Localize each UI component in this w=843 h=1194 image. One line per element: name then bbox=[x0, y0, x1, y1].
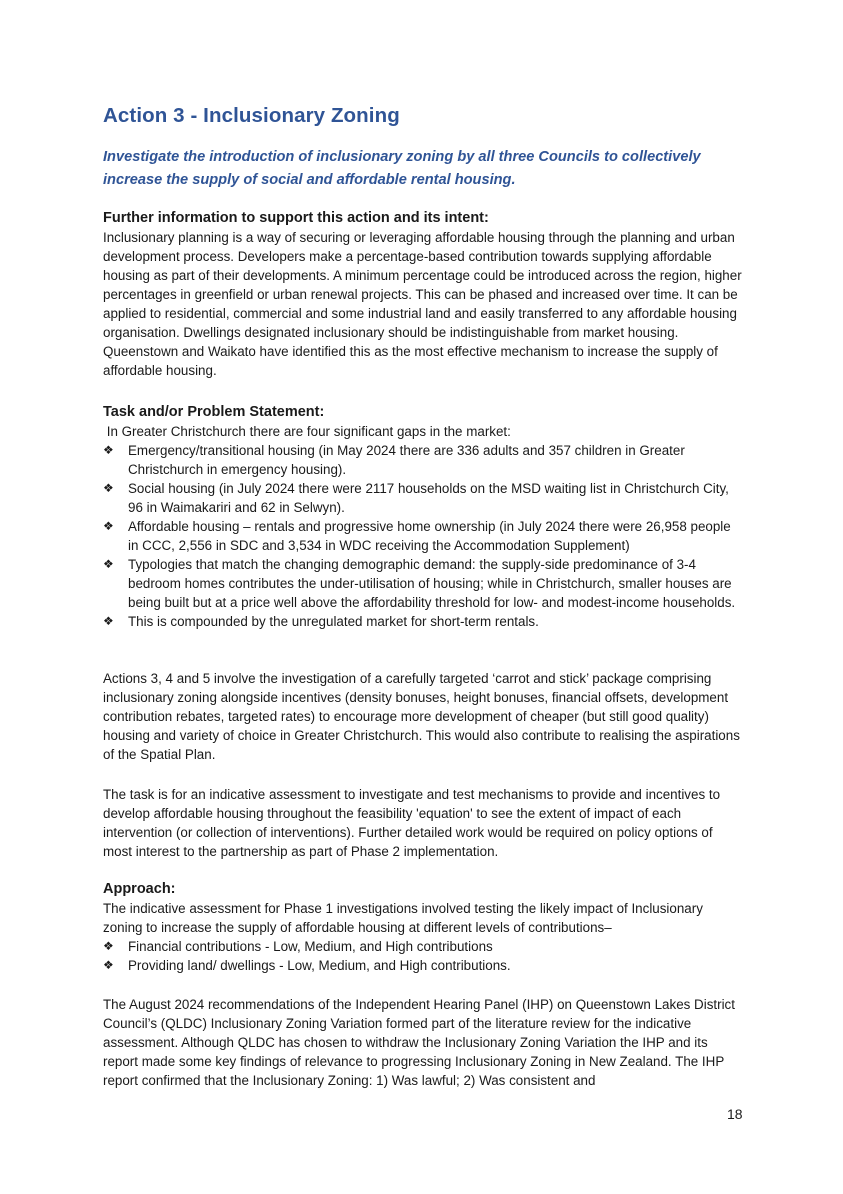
task-intro: In Greater Christchurch there are four significant gaps in the market: bbox=[103, 424, 511, 439]
approach-section bbox=[103, 879, 743, 975]
list-item: ❖ Affordable housing – rentals and progressive home ownership (in July 2024 there were 26,958 people in CCC, 2,556 in SDC and 3,534 in WDC receiving the Accommodation Supplement) bbox=[103, 519, 731, 553]
list-item: ❖ Financial contributions - Low, Medium, and High contributions bbox=[103, 939, 493, 954]
indicative-task-paragraph: The task is for an indicative assessment to investigate and test mechanisms to provide and incentives to develop affordable housing throughout the feasibility 'equation' to see the extent of impact of each intervention (or collection of interventions). Further detailed work would be required on policy options of most interest to the partnership as part of Phase 2 implementation. bbox=[103, 787, 721, 859]
ihp-section bbox=[103, 995, 743, 1090]
task-bullet-list bbox=[103, 441, 743, 631]
bullet-diamond-icon: ❖ bbox=[103, 939, 114, 953]
page-number: 18 bbox=[727, 1106, 743, 1122]
approach-heading: Approach: bbox=[103, 881, 176, 897]
further-info-heading: Further information to support this action and its intent: bbox=[103, 210, 489, 226]
bullet-diamond-icon: ❖ bbox=[103, 519, 114, 533]
approach-bullet-list bbox=[103, 937, 743, 975]
list-item: ❖ Emergency/transitional housing (in May 2024 there are 336 adults and 357 children in Greater Christchurch in emergency housing). bbox=[103, 443, 685, 477]
bullet-diamond-icon: ❖ bbox=[103, 958, 114, 972]
bullet-diamond-icon: ❖ bbox=[103, 557, 114, 571]
bullet-diamond-icon: ❖ bbox=[103, 614, 114, 628]
task-section bbox=[103, 402, 743, 631]
page-title: Action 3 - Inclusionary Zoning bbox=[103, 104, 400, 127]
list-item: ❖ Providing land/ dwellings - Low, Medium, and High contributions. bbox=[103, 958, 511, 973]
list-item: ❖ This is compounded by the unregulated market for short-term rentals. bbox=[103, 614, 539, 629]
task-heading: Task and/or Problem Statement: bbox=[103, 404, 325, 420]
ihp-paragraph: The August 2024 recommendations of the Independent Hearing Panel (IHP) on Queenstown Lakes District Council’s (QLDC) Inclusionary Zoning Variation formed part of the literature review for the indicative assessment. Although QLDC has chosen to withdraw the Inclusionary Zoning Variation the IHP and its report made some key findings of relevance to progressing Inclusionary Zoning in New Zealand. The IHP report confirmed that the Inclusionary Zoning: 1) Was lawful; 2) Was consistent and bbox=[103, 997, 735, 1088]
approach-intro: The indicative assessment for Phase 1 investigations involved testing the likely impact of Inclusionary zoning to increase the supply of affordable housing at different levels of contributions– bbox=[103, 901, 703, 935]
task-paragraph-2 bbox=[103, 669, 743, 764]
action-subtitle: Investigate the introduction of inclusionary zoning by all three Councils to collectively increase the supply of social and affordable rental housing. bbox=[103, 149, 701, 188]
list-item: ❖ Typologies that match the changing demographic demand: the supply-side predominance of 3-4 bedroom homes contributes the under-utilisation of housing; while in Christchurch, smaller houses are being built but at a price well above the affordability threshold for low- and modest-income households. bbox=[103, 557, 736, 610]
further-info-text: Inclusionary planning is a way of securing or leveraging affordable housing through the planning and urban development process. Developers make a percentage-based contribution towards supplying affordable housing as part of their developments. A minimum percentage could be introduced across the region, higher percentages in greenfield or urban renewal projects. This can be phased and increased over time. It can be applied to residential, commercial and some industrial land and easily transferred to any affordable housing organisation. Dwellings designated inclusionary should be indistinguishable from market housing. Queenstown and Waikato have identified this as the most effective mechanism to increase the supply of affordable housing. bbox=[103, 230, 742, 378]
bullet-diamond-icon: ❖ bbox=[103, 481, 114, 495]
bullet-diamond-icon: ❖ bbox=[103, 443, 114, 457]
task-paragraph-3 bbox=[103, 785, 743, 861]
list-item: ❖ Social housing (in July 2024 there were 2117 households on the MSD waiting list in Christchurch City, 96 in Waimakariri and 62 in Selwyn). bbox=[103, 481, 729, 515]
further-info-section bbox=[103, 208, 743, 380]
carrot-stick-paragraph: Actions 3, 4 and 5 involve the investigation of a carefully targeted ‘carrot and stick’ package comprising inclusionary zoning alongside incentives (density bonuses, height bonuses, financial offsets, development contribution rebates, targeted rates) to encourage more development of cheaper (but still good quality) housing and variety of choice in Greater Christchurch. This would also contribute to realising the aspirations of the Spatial Plan. bbox=[103, 671, 740, 762]
